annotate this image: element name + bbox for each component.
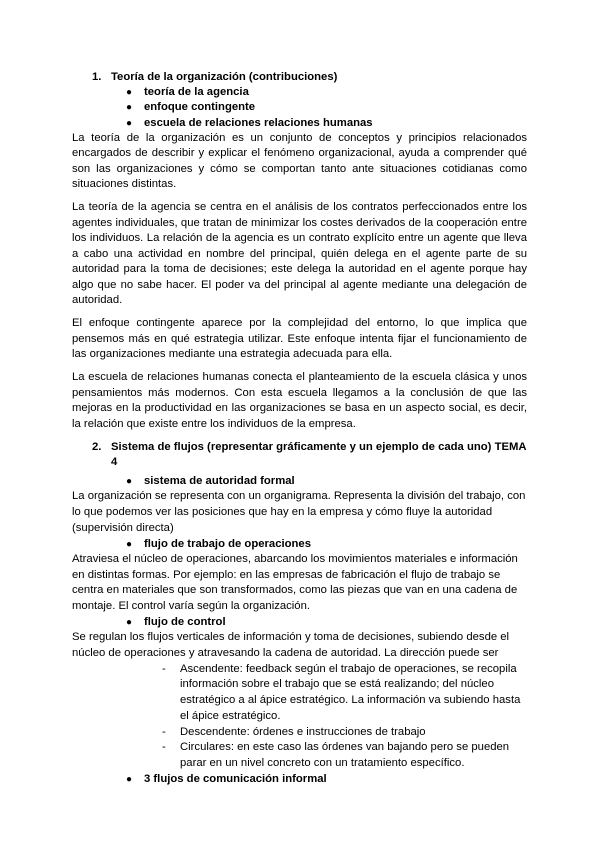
list-item: - Ascendente: feedback según el trabajo de operaciones, se recopila información sobre el trabajo que se está realizando; del núcleo estratégico a al ápice estratégico. La información va subiendo hasta el ápice estratégico. [162,662,521,722]
section-2-heading [72,440,527,470]
paragraph-organization-theory: La teoría de la organización es un conjunto de conceptos y principios relacionados encargados de describir y explicar el fenómeno organizacional, ayuda a comprender qué son las organizaciones y cómo se comportan tanto ante situaciones cotidianas como situaciones distintas. [72,131,527,191]
bullet-icon: ● [126,773,133,785]
paragraph-operations-workflow: Atraviesa el núcleo de operaciones, abarcando los movimientos materiales e información en distintas formas. Por ejemplo: en las empresas de fabricación el flujo de trabajo se centra en materiales que son transformados, como las piezas que van en una cadena de montaje. El control varía según la organización. [72,553,518,613]
bullet-icon: ● [126,475,133,487]
section-1-number: 1. [92,71,102,83]
control-flow-direction-list [72,662,527,772]
list-item: ● escuela de relaciones relaciones humanas [72,116,527,131]
section-1-heading [72,70,527,85]
subheading-operations-workflow: ● flujo de trabajo de operaciones [72,537,527,553]
list-item: - Descendente: órdenes e instrucciones de trabajo [72,725,527,741]
subheading-informal-communication: ● 3 flujos de comunicación informal [72,772,527,788]
paragraph-formal-authority: La organización se representa con un organigrama. Representa la división del trabajo, con lo que podemos ver las posiciones que hay en la empresa y cómo fluye la autoridad (supervisión directa) [72,490,526,534]
bullet-icon: ● [126,117,133,129]
subheading-formal-authority: ● sistema de autoridad formal [72,474,527,490]
bullet-icon: ● [126,87,133,98]
document-page [72,70,527,787]
section-1-title: Teoría de la organización (contribuciones) [111,71,338,83]
subheading-control-flow: ● flujo de control [72,615,527,631]
bullet-icon: ● [126,616,133,628]
paragraph-contingency-approach: El enfoque contingente aparece por la complejidad del entorno, lo que implica que pensemos más en qué estrategia utilizar. Este enfoque intenta fijar el funcionamiento de las organizaciones mediante una estrategia adecuada para ella. [72,317,527,361]
section-1-bullet-list [72,85,527,131]
paragraph-agency-theory: La teoría de la agencia se centra en el análisis de los contratos perfeccionados entre los agentes individuales, que tratan de minimizar los costes derivados de la cooperación entre los individuos. La relación de la agencia es un contrato explícito entre un agente que lleva a cabo una actividad en nombre del principal, quién delega en el agente parte de su autoridad para la toma de decisiones; este delega la autoridad en el agente porque hay algo que no sabe hacer. El poder va del principal al agente mediante una delegación de autoridad. [72,201,527,307]
list-item: ● enfoque contingente [72,100,527,115]
section-2-title: Sistema de flujos (representar gráficamente y un ejemplo de cada uno) TEMA 4 [111,440,527,468]
section-2-number: 2. [92,440,102,453]
list-item: ● teoría de la agencia [72,85,527,100]
bullet-icon: ● [126,102,133,114]
dash-icon: - [162,741,166,754]
list-item: - Circulares: en este caso las órdenes van bajando pero se pueden parar en un nivel concreto con un tratamiento específico. [162,741,510,769]
bullet-icon: ● [126,538,133,550]
dash-icon: - [162,662,166,675]
paragraph-human-relations: La escuela de relaciones humanas conecta el planteamiento de la escuela clásica y unos pensamientos más modernos. Con esta escuela llegamos a la conclusión de que las mejoras en la productividad en las organizaciones se basa en un aspecto social, es decir, la relación que existe entre los individuos de la empresa. [72,371,527,430]
dash-icon: - [162,725,166,738]
paragraph-control-flow: Se regulan los flujos verticales de información y toma de decisiones, subiendo desde el núcleo de operaciones y atravesando la cadena de autoridad. La dirección puede ser [72,631,510,660]
